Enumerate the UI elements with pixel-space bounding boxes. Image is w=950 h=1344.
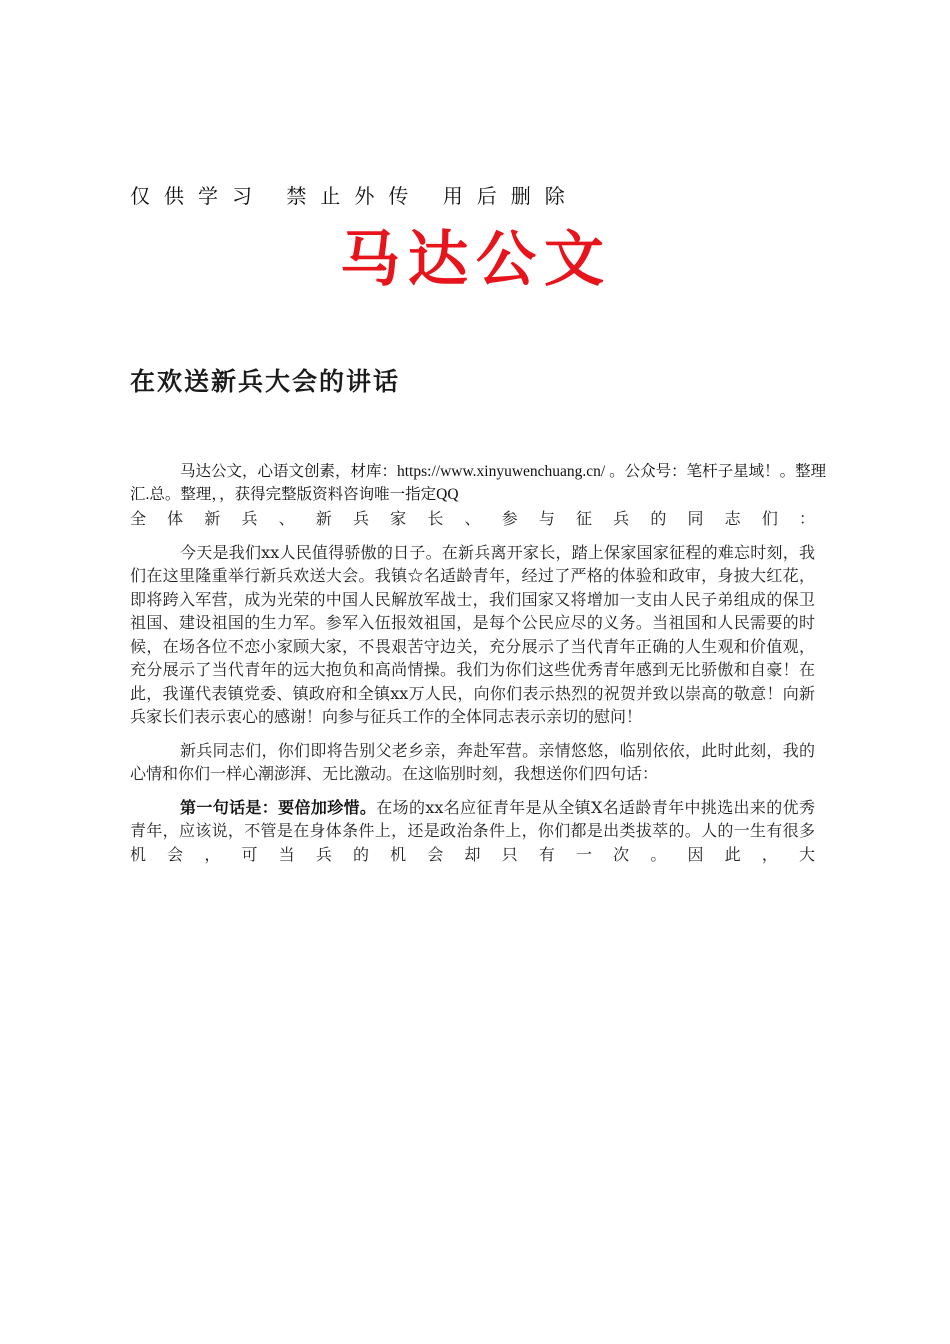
salutation: 全体新兵、新兵家长、参与征兵的同志们： xyxy=(130,509,815,528)
paragraph-2: 新兵同志们，你们即将告别父老乡亲，奔赴军营。亲情悠悠，临别依依，此时此刻，我的心情和你们一样心潮澎湃、无比激动。在这临别时刻，我想送你们四句话： xyxy=(130,740,815,783)
paragraph-3-text: 在场的xx名应征青年是从全镇X名适龄青年中挑选出来的优秀青年，应该说，不管是在身体条件上，还是政治条件上，你们都是出类拔萃的。人的一生有很多机会，可当兵的机会却只有一次。因此，大 xyxy=(130,797,815,864)
source-line: 马达公文，心语文创素，材库：https://www.xinyuwenchuang.cn/ 。公众号：笔杆子星域！。整理汇.总。整理，，获得完整版资料咨询唯一指定QQ xyxy=(130,463,827,503)
distribution-notice: 仅供学习 禁止外传 用后删除 xyxy=(130,184,579,208)
page-title: 在欢送新兵大会的讲话 xyxy=(130,367,401,396)
paragraph-1: 今天是我们xx人民值得骄傲的日子。在新兵离开家长，踏上保家国家征程的难忘时刻，我们在这里隆重举行新兵欢送大会。我镇☆名适龄青年，经过了严格的体验和政审，身披大红花，即将跨入军营，成为光荣的中国人民解放军战士，我们国家又将增加一支由人民子弟组成的保卫祖国、建设祖国的生力军。参军入伍报效祖国，是每个公民应尽的义务。当祖国和人民需要的时候，在场各位不恋小家顾大家，不畏艰苦守边关，充分展示了当代青年正确的人生观和价值观，充分展示了当代青年的远大抱负和高尚情操。我们为你们这些优秀青年感到无比骄傲和自豪！在此，我谨代表镇党委、镇政府和全镇xx万人民，向你们表示热烈的祝贺并致以崇高的敬意！向新兵家长们表示衷心的感谢！向参与征兵工作的全体同志表示亲切的慰问！ xyxy=(130,542,815,726)
document-body xyxy=(130,507,815,866)
paragraph-3 xyxy=(130,796,815,867)
brand-logo-text: 马达公文 xyxy=(340,225,612,295)
paragraph-3-lead: 第一句话是：要倍加珍惜。 xyxy=(180,797,377,817)
